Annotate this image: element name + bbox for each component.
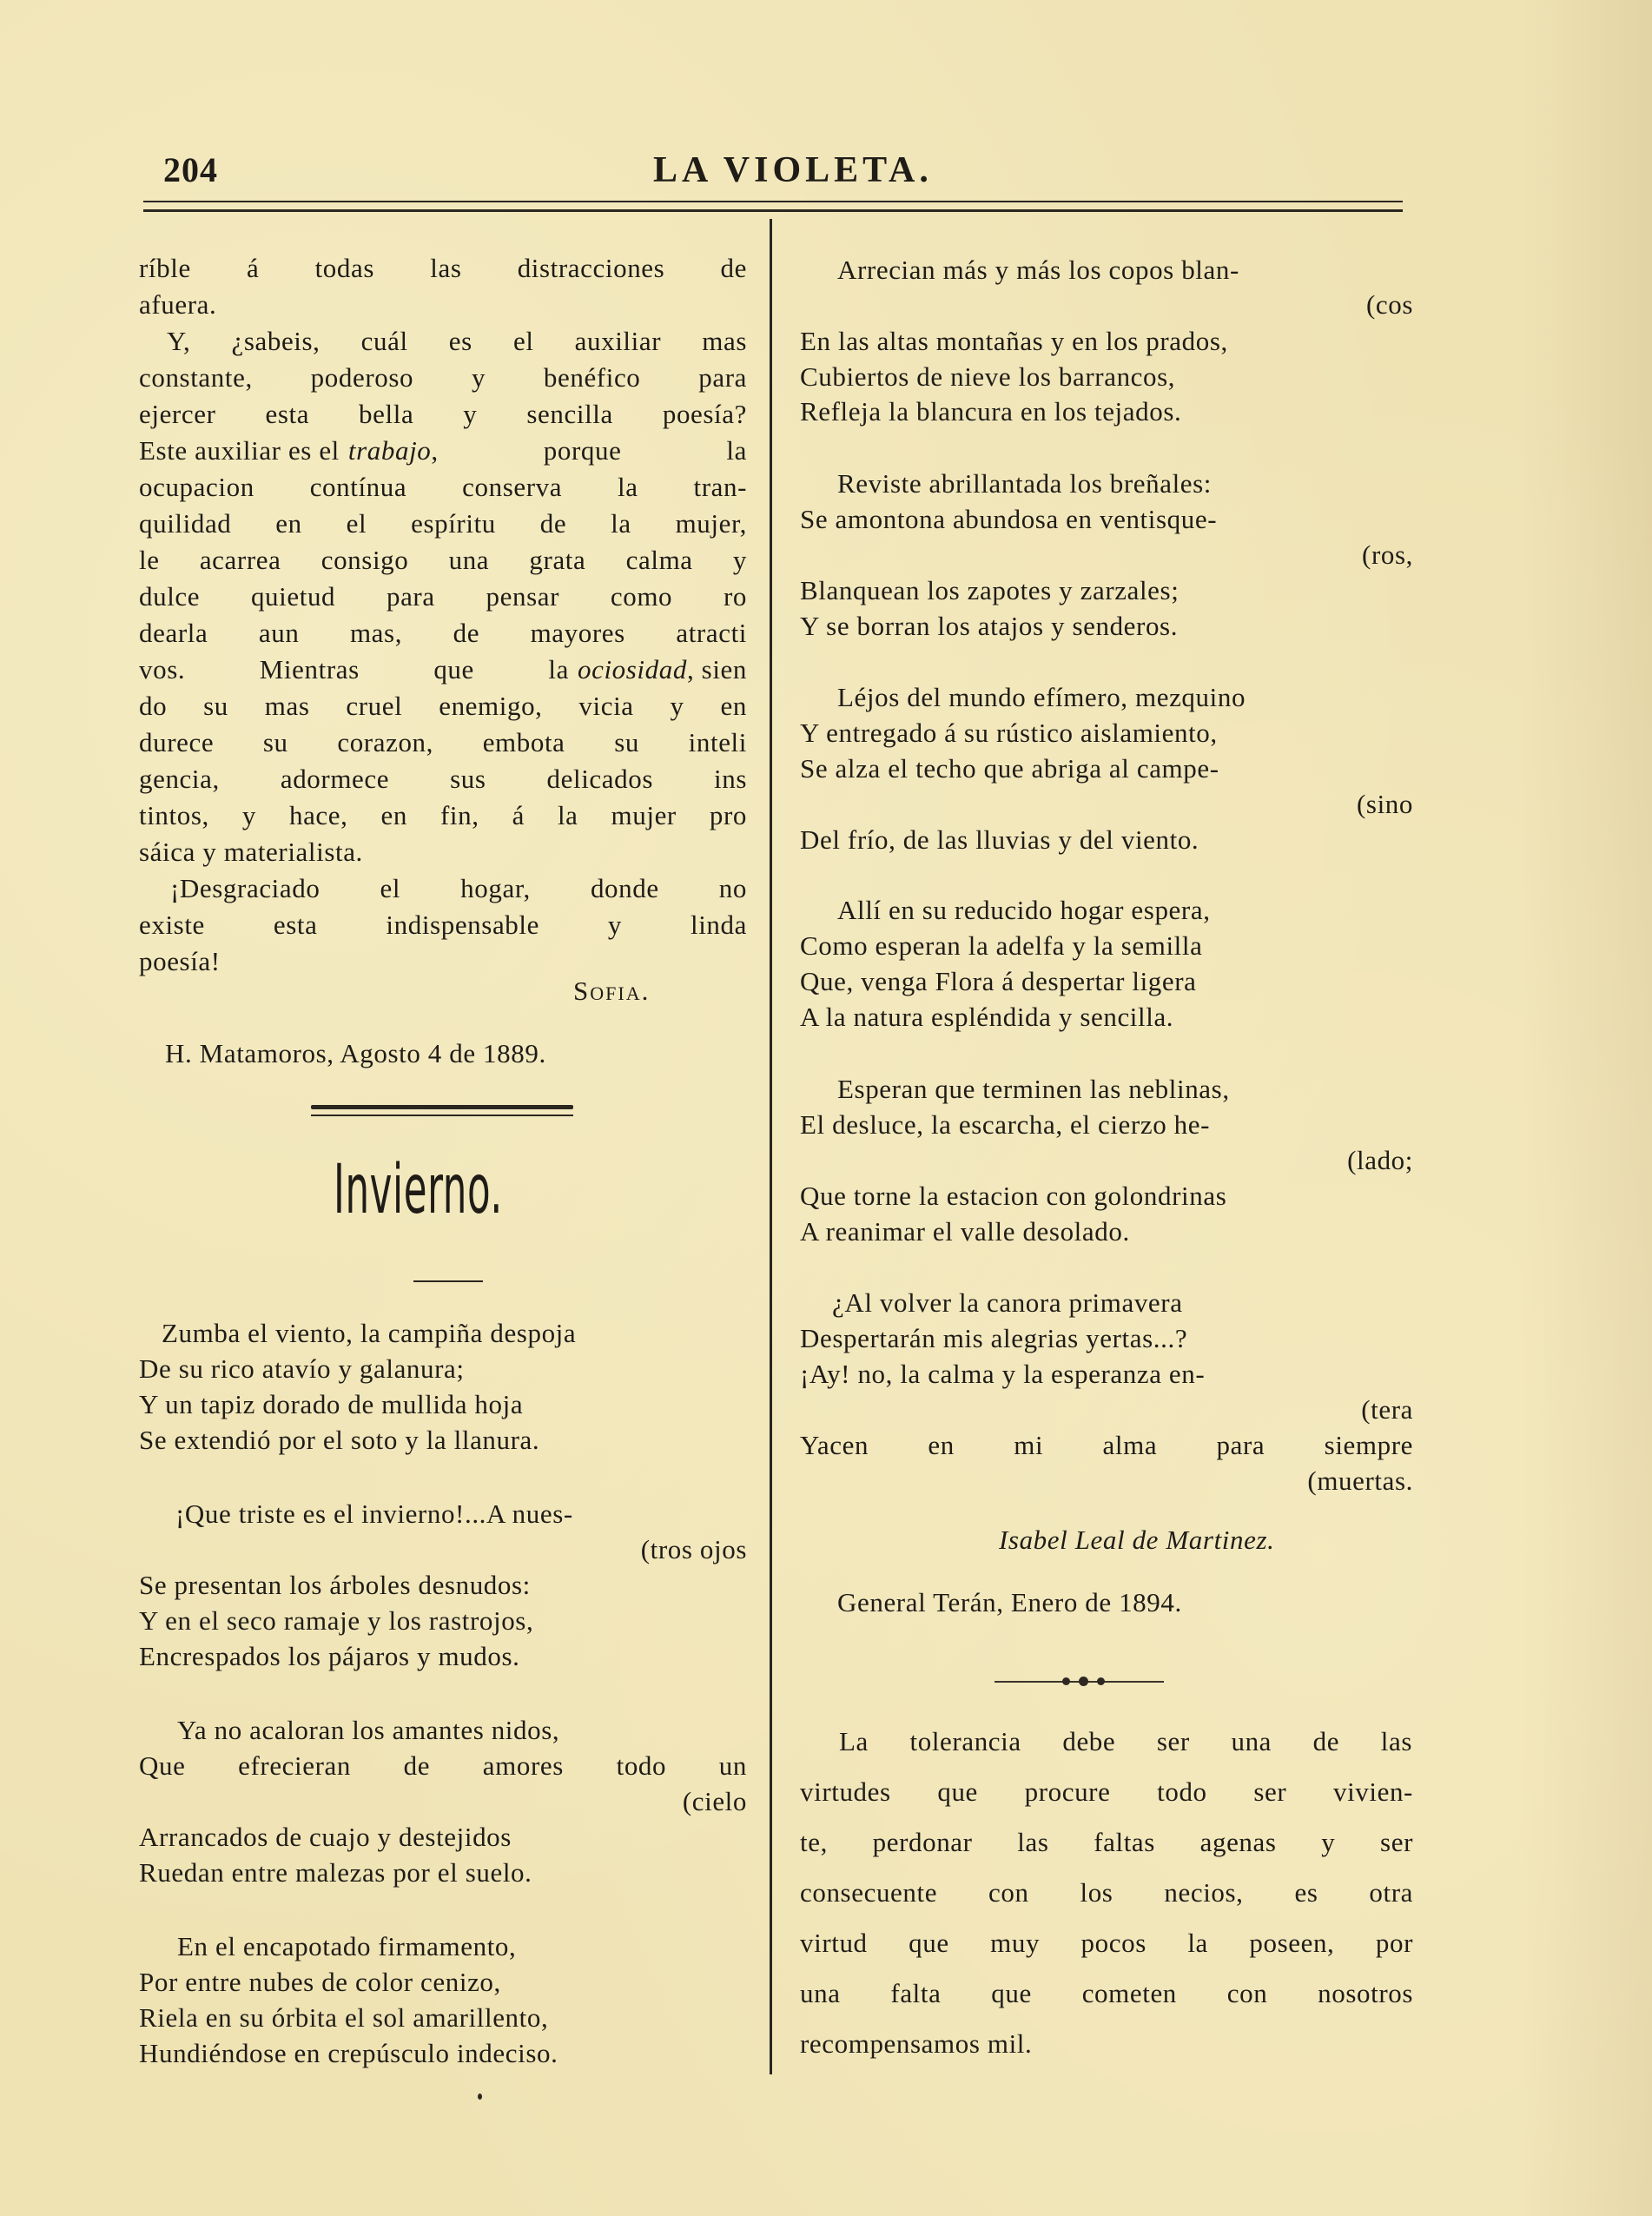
- verse-line: Reviste abrillantada los breñales:: [837, 468, 1213, 499]
- verse-line: (ros,: [1362, 539, 1413, 570]
- verse-line: En las altas montañas y en los prados,: [800, 326, 1228, 356]
- verse-line: De su rico atavío y galanura;: [139, 1353, 465, 1384]
- text-line: dulce quietud para pensar como ro: [139, 581, 747, 612]
- text-segment: , porque la: [431, 435, 747, 466]
- verse-line: Y un tapiz dorado de mullida hoja: [139, 1389, 524, 1419]
- verse-line: ¿Al volver la canora primavera: [832, 1287, 1183, 1318]
- article-dateline: H. Matamoros, Agosto 4 de 1889.: [165, 1038, 546, 1068]
- text-line: tintos, y hace, en fin, á la mujer pro: [139, 800, 747, 830]
- verse-line: ¡Ay! no, la calma y la esperanza en-: [800, 1359, 1206, 1389]
- text-line: virtudes que procure todo ser vivien-: [800, 1776, 1413, 1807]
- verse-line: Blanquean los zapotes y zarzales;: [800, 575, 1180, 605]
- verse-line: Por entre nubes de color cenizo,: [139, 1967, 501, 1997]
- text-line: virtud que muy pocos la poseen, por: [800, 1928, 1413, 1958]
- text-line: do su mas cruel enemigo, vicia y en: [139, 691, 747, 721]
- verse-line: Ruedan entre malezas por el suelo.: [139, 1857, 532, 1888]
- verse-line: Esperan que terminen las neblinas,: [837, 1074, 1230, 1104]
- text-line: dearla aun mas, de mayores atracti: [139, 618, 747, 648]
- header-rule-top: [143, 201, 1403, 202]
- verse-line: Yacen en mi alma para siempre: [800, 1430, 1413, 1460]
- verse-line: Cubiertos de nieve los barrancos,: [800, 361, 1176, 392]
- page-title: LA VIOLETA.: [653, 150, 933, 190]
- text-line: ríble á todas las distracciones de: [139, 253, 747, 283]
- verse-line: Hundiéndose en crepúsculo indeciso.: [139, 2038, 558, 2068]
- text-line: consecuente con los necios, es otra: [800, 1877, 1413, 1908]
- verse-line: (muertas.: [1307, 1465, 1413, 1496]
- section-rule-thin: [311, 1115, 573, 1116]
- column-divider: [770, 219, 772, 2074]
- verse-line: Del frío, de las lluvias y del viento.: [800, 824, 1199, 855]
- emphasis-text: trabajo: [347, 435, 432, 466]
- text-line: poesía!: [139, 946, 221, 976]
- verse-line: Se amontona abundosa en ventisque-: [800, 504, 1218, 534]
- header-rule-bottom: [143, 209, 1403, 212]
- verse-line: El desluce, la escarcha, el cierzo he-: [800, 1109, 1211, 1140]
- text-line: ejercer esta bella y sencilla poesía?: [139, 399, 747, 429]
- section-rule-thick: [311, 1105, 573, 1109]
- text-line: quilidad en el espíritu de la mujer,: [139, 508, 747, 539]
- verse-line: (cielo: [682, 1786, 747, 1816]
- ink-speck: [478, 2094, 482, 2100]
- verse-line: En el encapotado firmamento,: [177, 1931, 517, 1961]
- text-line: una falta que cometen con nosotros: [800, 1978, 1413, 2008]
- verse-line: Y se borran los atajos y senderos.: [800, 611, 1179, 641]
- verse-line: Allí en su reducido hogar espera,: [837, 895, 1211, 925]
- text-line: gencia, adormece sus delicados ins: [139, 764, 747, 794]
- title-underline-rule: [413, 1280, 483, 1282]
- page-number: 204: [163, 150, 218, 189]
- text-line: La tolerancia debe ser una de las: [839, 1726, 1412, 1756]
- verse-line: Y entregado á su rústico aislamiento,: [800, 718, 1218, 748]
- verse-line: Y en el seco ramaje y los rastrojos,: [139, 1605, 534, 1636]
- verse-line: (tera: [1361, 1394, 1413, 1425]
- verse-line: Riela en su órbita el sol amarillento,: [139, 2002, 549, 2033]
- verse-line: Arrancados de cuajo y destejidos: [139, 1822, 512, 1852]
- ornament-divider: [995, 1676, 1164, 1688]
- text-line: recompensamos mil.: [800, 2028, 1033, 2059]
- verse-line: A la natura espléndida y sencilla.: [800, 1002, 1174, 1032]
- verse-line: (sino: [1357, 789, 1413, 819]
- text-line: [139, 655, 747, 685]
- verse-line: Ya no acaloran los amantes nidos,: [177, 1715, 560, 1745]
- verse-line: Se presentan los árboles desnudos:: [139, 1570, 531, 1600]
- ornament-dot: [1079, 1677, 1088, 1686]
- emphasis-text: ociosidad: [578, 654, 687, 685]
- text-line: existe esta indispensable y linda: [139, 910, 747, 940]
- verse-line: (lado;: [1347, 1145, 1413, 1175]
- text-line: [139, 436, 747, 466]
- text-line: constante, poderoso y benéfico para: [139, 362, 747, 393]
- verse-line: Despertarán mis alegrias yertas...?: [800, 1323, 1188, 1353]
- verse-line: (cos: [1365, 289, 1413, 320]
- poem-title: Invierno.: [334, 1151, 503, 1229]
- text-line: sáica y materialista.: [139, 837, 363, 867]
- text-line: durece su corazon, embota su inteli: [139, 727, 747, 757]
- verse-line: A reanimar el valle desolado.: [800, 1216, 1130, 1247]
- ornament-dot: [1097, 1677, 1105, 1685]
- text-segment: vos. Mientras que la: [139, 654, 569, 685]
- poem-dateline: General Terán, Enero de 1894.: [837, 1587, 1182, 1617]
- verse-line: Que torne la estacion con golondrinas: [800, 1181, 1227, 1211]
- verse-line: Encrespados los pájaros y mudos.: [139, 1641, 520, 1671]
- verse-line: ¡Que triste es el invierno!...A nues-: [175, 1498, 573, 1529]
- poem-author: Isabel Leal de Martinez.: [999, 1525, 1275, 1555]
- verse-line: Que efrecieran de amores todo un: [139, 1750, 747, 1781]
- ornament-dot: [1062, 1677, 1070, 1685]
- verse-line: Zumba el viento, la campiña despoja: [162, 1318, 577, 1348]
- text-line: le acarrea consigo una grata calma y: [139, 545, 747, 575]
- text-line: te, perdonar las faltas agenas y ser: [800, 1827, 1413, 1857]
- verse-line: Se extendió por el soto y la llanura.: [139, 1425, 540, 1455]
- text-segment: Este auxiliar es el: [139, 435, 340, 466]
- article-signature: Sofia.: [573, 976, 651, 1006]
- text-line: ocupacion contínua conserva la tran-: [139, 472, 747, 502]
- text-line: Y, ¿sabeis, cuál es el auxiliar mas: [167, 326, 747, 356]
- text-line: afuera.: [139, 289, 217, 320]
- verse-line: (tros ojos: [640, 1534, 747, 1564]
- verse-line: Léjos del mundo efímero, mezquino: [837, 682, 1246, 712]
- verse-line: Arrecian más y más los copos blan-: [837, 255, 1239, 285]
- text-segment: , sien: [686, 654, 747, 685]
- verse-line: Como esperan la adelfa y la semilla: [800, 930, 1203, 961]
- text-line: ¡Desgraciado el hogar, donde no: [170, 873, 747, 903]
- verse-line: Refleja la blancura en los tejados.: [800, 396, 1182, 427]
- verse-line: Que, venga Flora á despertar ligera: [800, 966, 1197, 996]
- verse-line: Se alza el techo que abriga al campe-: [800, 753, 1219, 784]
